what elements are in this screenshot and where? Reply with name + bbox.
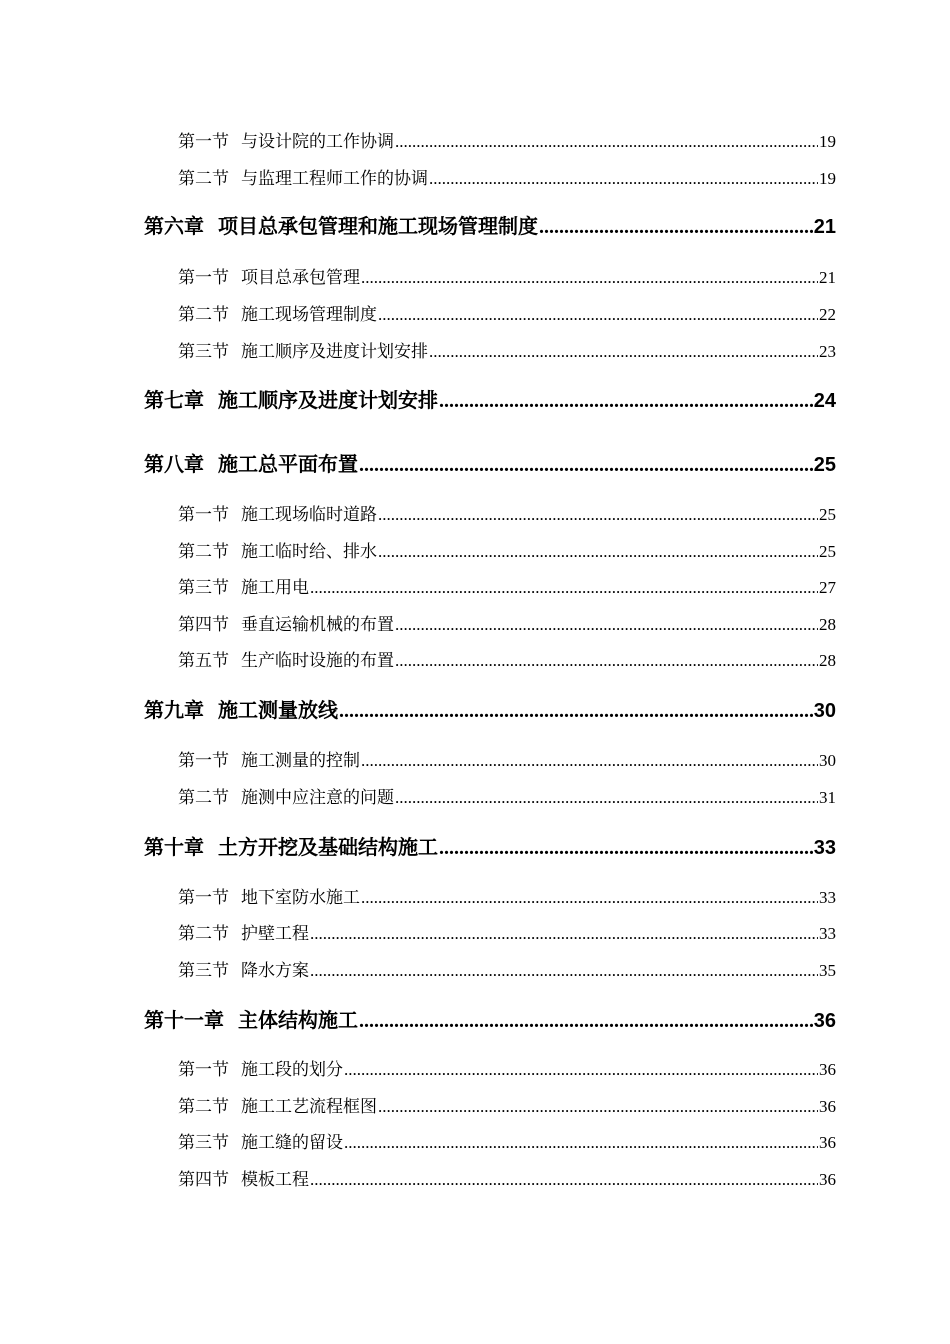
toc-entry-number: 第一节	[178, 888, 229, 908]
toc-entry-number: 第九章	[144, 698, 204, 722]
toc-entry-title: 与设计院的工作协调	[241, 132, 394, 152]
toc-entry-title: 施工缝的留设	[241, 1133, 343, 1153]
toc-dot-leader	[539, 216, 813, 239]
toc-page-number: 21	[819, 268, 836, 287]
toc-dot-leader	[344, 1060, 818, 1080]
toc-entry-title: 主体结构施工	[238, 1008, 358, 1032]
toc-dot-leader	[378, 505, 818, 525]
toc-dot-leader	[361, 268, 818, 288]
toc-entry-number: 第三节	[178, 961, 229, 981]
toc-entry-title: 地下室防水施工	[241, 888, 360, 908]
toc-dot-leader	[361, 888, 818, 908]
toc-entry-number: 第三节	[178, 1133, 229, 1153]
toc-dot-leader	[359, 454, 813, 477]
toc-page-number: 28	[819, 651, 836, 670]
toc-page-number: 23	[819, 342, 836, 361]
toc-entry-number: 第二节	[178, 169, 229, 189]
toc-entry-number: 第三节	[178, 578, 229, 598]
toc-entry-title: 施工临时给、排水	[241, 542, 377, 562]
toc-dot-leader	[439, 390, 813, 413]
toc-page-number: 33	[819, 888, 836, 907]
toc-entry-title: 垂直运输机械的布置	[241, 615, 394, 635]
toc-entry-title: 施测中应注意的问题	[241, 788, 394, 808]
toc-dot-leader	[339, 700, 813, 723]
toc-page-number: 36	[813, 1010, 836, 1032]
toc-dot-leader	[395, 132, 818, 152]
toc-section-entry[interactable]	[178, 573, 836, 598]
toc-section-entry[interactable]	[178, 919, 836, 944]
toc-entry-number: 第一节	[178, 1060, 229, 1080]
toc-dot-leader	[395, 615, 818, 635]
toc-entry-number: 第四节	[178, 1170, 229, 1190]
toc-entry-title: 土方开挖及基础结构施工	[218, 835, 438, 859]
toc-dot-leader	[429, 342, 818, 362]
toc-section-entry[interactable]	[178, 127, 836, 152]
toc-dot-leader	[395, 788, 818, 808]
toc-page-number: 25	[819, 542, 836, 561]
toc-page-number: 25	[819, 505, 836, 524]
toc-entry-title: 施工用电	[241, 578, 309, 598]
toc-page-number: 27	[819, 578, 836, 597]
toc-entry-number: 第四节	[178, 615, 229, 635]
toc-page-number: 30	[813, 700, 836, 722]
toc-page-number: 36	[819, 1060, 836, 1079]
toc-entry-title: 施工工艺流程框图	[241, 1097, 377, 1117]
toc-page-number: 36	[819, 1170, 836, 1189]
toc-entry-number: 第二节	[178, 924, 229, 944]
toc-dot-leader	[310, 578, 818, 598]
toc-entry-number: 第六章	[144, 214, 204, 238]
toc-page-number: 33	[813, 837, 836, 859]
toc-entry-number: 第十一章	[144, 1008, 224, 1032]
toc-section-entry[interactable]	[178, 883, 836, 908]
toc-entry-number: 第八章	[144, 452, 204, 476]
toc-entry-number: 第十章	[144, 835, 204, 859]
toc-chapter-entry[interactable]	[144, 384, 836, 413]
toc-dot-leader	[429, 169, 818, 189]
toc-entry-title: 施工总平面布置	[218, 452, 358, 476]
toc-page-number: 24	[813, 390, 836, 412]
toc-section-entry[interactable]	[178, 1165, 836, 1190]
toc-page-number: 22	[819, 305, 836, 324]
toc-entry-title: 施工测量放线	[218, 698, 338, 722]
toc-dot-leader	[344, 1133, 818, 1153]
toc-dot-leader	[378, 305, 818, 325]
toc-dot-leader	[310, 1170, 818, 1190]
toc-section-entry[interactable]	[178, 1055, 836, 1080]
toc-entry-title: 模板工程	[241, 1170, 309, 1190]
toc-entry-number: 第二节	[178, 1097, 229, 1117]
toc-entry-number: 第一节	[178, 268, 229, 288]
toc-dot-leader	[310, 961, 818, 981]
toc-dot-leader	[395, 651, 818, 671]
toc-entry-title: 施工现场临时道路	[241, 505, 377, 525]
toc-entry-number: 第一节	[178, 505, 229, 525]
toc-page-number: 28	[819, 615, 836, 634]
toc-page-number: 31	[819, 788, 836, 807]
toc-section-entry[interactable]	[178, 337, 836, 362]
toc-entry-number: 第五节	[178, 651, 229, 671]
toc-dot-leader	[378, 1097, 818, 1117]
toc-entry-title: 生产临时设施的布置	[241, 651, 394, 671]
toc-page-number: 36	[819, 1133, 836, 1152]
toc-chapter-entry[interactable]	[144, 694, 836, 723]
toc-entry-number: 第二节	[178, 305, 229, 325]
toc-chapter-entry[interactable]	[144, 1004, 836, 1033]
toc-section-entry[interactable]	[178, 164, 836, 189]
toc-page-number: 36	[819, 1097, 836, 1116]
toc-entry-title: 施工测量的控制	[241, 751, 360, 771]
toc-section-entry[interactable]	[178, 610, 836, 635]
toc-entry-number: 第一节	[178, 132, 229, 152]
toc-section-entry[interactable]	[178, 537, 836, 562]
toc-section-entry[interactable]	[178, 300, 836, 325]
toc-dot-leader	[359, 1010, 813, 1033]
toc-entry-number: 第一节	[178, 751, 229, 771]
toc-section-entry[interactable]	[178, 1128, 836, 1153]
toc-entry-number: 第七章	[144, 388, 204, 412]
toc-page-number: 19	[819, 169, 836, 188]
toc-entry-number: 第二节	[178, 542, 229, 562]
toc-section-entry[interactable]	[178, 646, 836, 671]
toc-entry-title: 施工现场管理制度	[241, 305, 377, 325]
toc-entry-number: 第三节	[178, 342, 229, 362]
toc-section-entry[interactable]	[178, 263, 836, 288]
toc-dot-leader	[310, 924, 818, 944]
toc-page-number: 35	[819, 961, 836, 980]
toc-entry-title: 与监理工程师工作的协调	[241, 169, 428, 189]
toc-entry-title: 护壁工程	[241, 924, 309, 944]
toc-page-number: 30	[819, 751, 836, 770]
toc-page-number: 25	[813, 454, 836, 476]
toc-page-number: 19	[819, 132, 836, 151]
toc-chapter-entry[interactable]	[144, 210, 836, 239]
toc-entry-number: 第二节	[178, 788, 229, 808]
toc-section-entry[interactable]	[178, 1092, 836, 1117]
toc-chapter-entry[interactable]	[144, 448, 836, 477]
toc-entry-title: 降水方案	[241, 961, 309, 981]
toc-section-entry[interactable]	[178, 746, 836, 771]
toc-dot-leader	[361, 751, 818, 771]
toc-dot-leader	[378, 542, 818, 562]
toc-section-entry[interactable]	[178, 783, 836, 808]
toc-entry-title: 施工顺序及进度计划安排	[218, 388, 438, 412]
toc-entry-title: 施工顺序及进度计划安排	[241, 342, 428, 362]
toc-chapter-entry[interactable]	[144, 831, 836, 860]
toc-page-number: 33	[819, 924, 836, 943]
toc-entry-title: 施工段的划分	[241, 1060, 343, 1080]
toc-page-number: 21	[813, 216, 836, 238]
toc-section-entry[interactable]	[178, 500, 836, 525]
toc-entry-title: 项目总承包管理	[241, 268, 360, 288]
toc-dot-leader	[439, 837, 813, 860]
toc-entry-title: 项目总承包管理和施工现场管理制度	[218, 214, 538, 238]
toc-section-entry[interactable]	[178, 956, 836, 981]
